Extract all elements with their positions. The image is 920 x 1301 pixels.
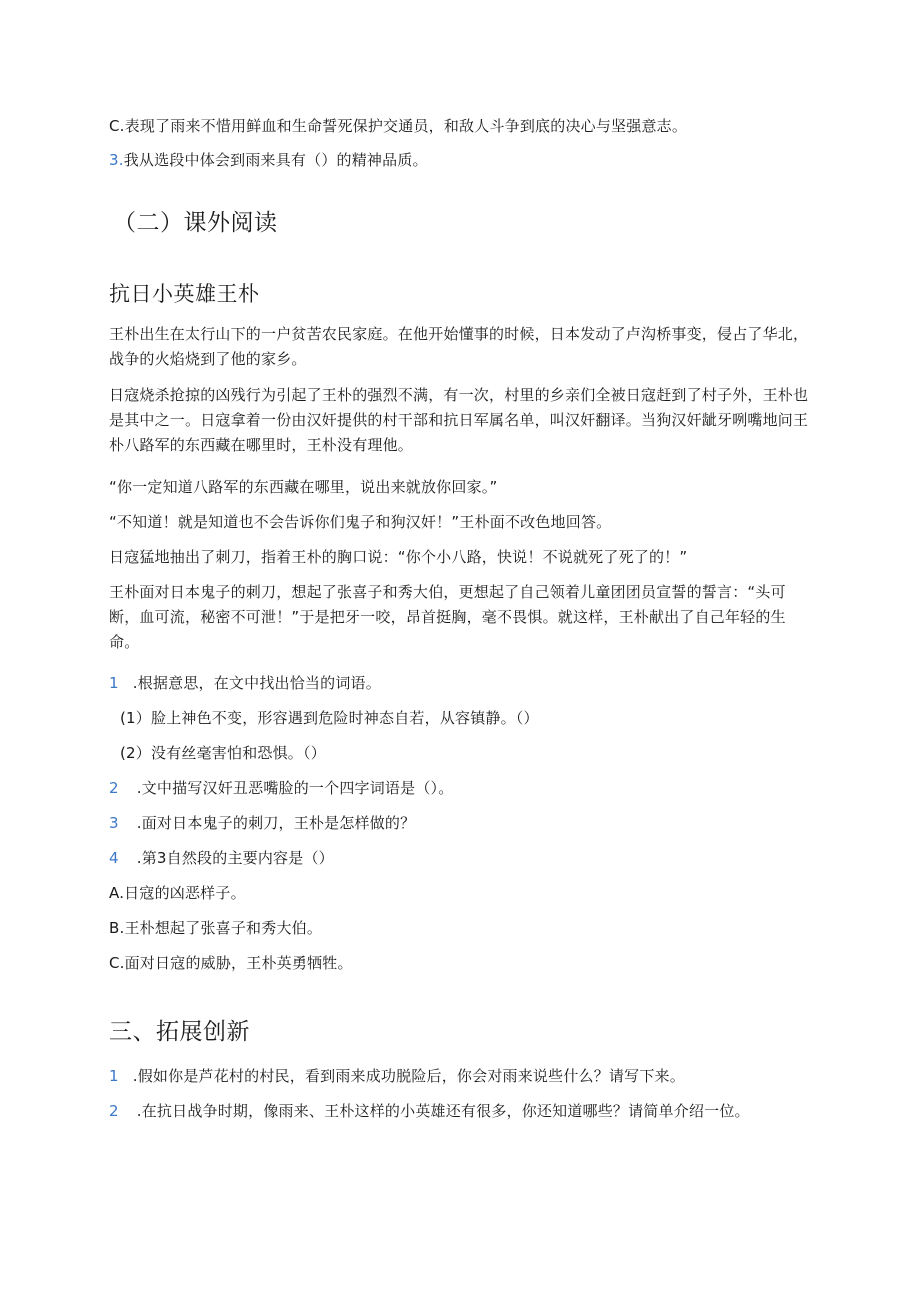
reading-question-3: [109, 813, 415, 833]
option-a: A.日寇的凶恶样子。: [109, 884, 246, 902]
question-text: 我从选段中体会到雨来具有（）的精神品质。: [123, 151, 428, 169]
story-paragraph-4: “不知道！就是知道也不会告诉你们鬼子和狗汉奸！”王朴面不改色地回答。: [109, 513, 612, 531]
option-b: B.王朴想起了张喜子和秀大伯。: [109, 919, 323, 937]
question-text: .在抗日战争时期，像雨来、王朴这样的小英雄还有很多，你还知道哪些？请简单介绍一位。: [136, 1102, 750, 1120]
extension-question-1: [109, 1066, 685, 1086]
story-title: 抗日小英雄王朴: [109, 282, 260, 306]
question-3-rainlai: [109, 150, 428, 170]
section-heading-extension: 三、拓展创新: [109, 1019, 250, 1045]
reading-subquestion-2: (2）没有丝毫害怕和恐惧。（）: [120, 744, 326, 762]
extension-question-2: [109, 1101, 750, 1121]
question-number: 1: [109, 674, 119, 692]
story-paragraph-3: “你一定知道八路军的东西藏在哪里，说出来就放你回家。”: [109, 478, 498, 496]
question-text: .假如你是芦花村的村民，看到雨来成功脱险后，你会对雨来说些什么？请写下来。: [132, 1067, 685, 1085]
question-number: 4: [109, 849, 119, 867]
question-text: .文中描写汉奸丑恶嘴脸的一个四字词语是（）。: [136, 779, 454, 797]
option-c: C.面对日寇的威胁，王朴英勇牺牲。: [109, 954, 353, 972]
question-text: .第3自然段的主要内容是（）: [136, 849, 334, 867]
question-number: 1: [109, 1067, 119, 1085]
question-text: .根据意思，在文中找出恰当的词语。: [132, 674, 381, 692]
story-paragraph-1: 王朴出生在太行山下的一户贫苦农民家庭。在他开始懂事的时候，日本发动了卢沟桥事变，侵占了华北，战争的火焰烧到了他的家乡。: [109, 325, 809, 368]
question-number: 2: [109, 779, 119, 797]
story-paragraph-6: 王朴面对日本鬼子的刺刀，想起了张喜子和秀大伯，更想起了自己领着儿童团团员宣誓的誓言：“头可断，血可流，秘密不可泄！”于是把牙一咬，昂首挺胸，毫不畏惧。就这样，王朴献出了自己年轻的生命。: [109, 583, 786, 651]
reading-question-1: [109, 673, 381, 693]
story-paragraph-2: 日寇烧杀抢掠的凶残行为引起了王朴的强烈不满，有一次，村里的乡亲们全被日寇赶到了村子外，王朴也是其中之一。日寇拿着一份由汉奸提供的村干部和抗日军属名单，叫汉奸翻译。当狗汉奸龇牙咧嘴地问王朴八路军的东西藏在哪里时，王朴没有理他。: [109, 386, 809, 454]
option-c-rainlai: C.表现了雨来不惜用鲜血和生命誓死保护交通员，和敌人斗争到底的决心与坚强意志。: [109, 117, 688, 135]
story-paragraph-5: 日寇猛地抽出了刺刀，指着王朴的胸口说：“你个小八路，快说！不说就死了死了的！”: [109, 548, 688, 566]
question-number: 3: [109, 814, 119, 832]
reading-question-4: [109, 848, 334, 868]
question-text: .面对日本鬼子的刺刀，王朴是怎样做的？: [136, 814, 416, 832]
reading-subquestion-1: (1）脸上神色不变，形容遇到危险时神态自若，从容镇静。（）: [120, 709, 539, 727]
reading-question-2: [109, 778, 453, 798]
question-number: 3.: [109, 151, 124, 169]
section-heading-extracurricular: （二）课外阅读: [113, 210, 278, 236]
question-number: 2: [109, 1102, 119, 1120]
